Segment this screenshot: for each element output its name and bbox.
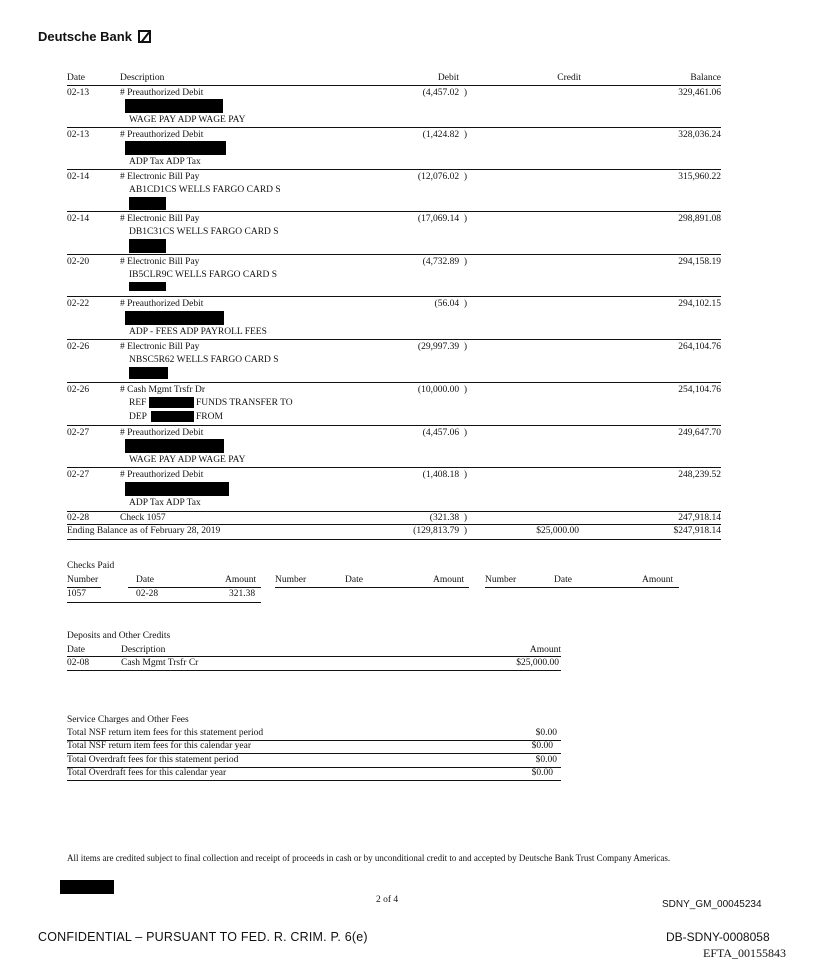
col-balance: Balance [690,73,721,83]
col-amount: Amount [433,575,465,585]
row-description: # Cash Mgmt Trsfr Dr [120,385,205,395]
table-row [67,86,721,128]
row-date: 02-26 [67,385,90,395]
table-row [67,297,721,340]
table-row [67,728,561,741]
check-number: 1057 [67,589,86,599]
row-description: # Preauthorized Debit [120,88,204,98]
checks-paid-header [67,575,679,587]
row-balance: 294,102.15 [678,299,721,309]
col-description: Description [120,73,165,83]
deposit-amount: $25,000.00 [516,658,559,668]
table-row [67,658,561,671]
row-date: 02-27 [67,428,90,438]
row-description: # Preauthorized Debit [120,130,204,140]
confidential-notice: CONFIDENTIAL – PURSUANT TO FED. R. CRIM. P. 6(e) [38,930,368,944]
table-row [67,768,561,781]
row-description: # Electronic Bill Pay [120,214,200,224]
col-description: Description [121,645,166,655]
check-amount: 321.38 [229,589,256,599]
table-row [67,128,721,170]
deposits-header [67,645,561,657]
row-description: Check 1057 [120,513,166,523]
col-date: Date [345,575,363,585]
row-detail: ADP Tax ADP Tax [129,498,201,508]
row-detail: WAGE PAY ADP WAGE PAY [129,115,246,125]
row-date: 02-14 [67,214,90,224]
checks-paid-title: Checks Paid [67,561,115,571]
row-balance: 298,891.08 [678,214,721,224]
row-debit: (4,457.06 ) [422,428,467,438]
row-debit: (12,076.02 ) [417,172,467,182]
fee-label: Total Overdraft fees for this statement period [67,755,239,765]
table-row [67,340,721,383]
redaction-box [129,367,168,379]
fee-amount: $0.00 [535,728,557,738]
credit-disclaimer: All items are credited subject to final collection and receipt of proceeds in cash or by unconditional credit to and accepted by Deutsche Bank Trust Company Americas. [67,853,671,863]
col-date: Date [136,575,154,585]
col-amount: Amount [225,575,257,585]
row-detail: DB1C31CS WELLS FARGO CARD S [129,227,279,237]
col-amount: Amount [642,575,674,585]
row-detail: FUNDS TRANSFER TO [196,398,293,408]
col-amount: Amount [529,645,561,655]
transactions-header [67,73,721,86]
col-date: Date [67,73,85,83]
ending-balance-row [67,525,721,540]
redaction-box [149,397,194,408]
fee-label: Total Overdraft fees for this calendar year [67,768,227,778]
col-number: Number [67,575,99,585]
row-detail: AB1CD1CS WELLS FARGO CARD S [129,185,281,195]
table-row [67,426,721,468]
row-debit: (321.38 ) [429,513,467,523]
row-detail: REF [129,398,147,408]
redaction-box [60,880,114,894]
fee-label: Total NSF return item fees for this statement period [67,728,264,738]
redaction-box [125,141,226,155]
deposit-description: Cash Mgmt Trsfr Cr [121,658,199,668]
row-description: # Electronic Bill Pay [120,172,200,182]
table-row [67,468,721,512]
row-debit: (10,000.00 ) [417,385,467,395]
row-balance: 249,647.70 [678,428,721,438]
row-detail: IB5CLR9C WELLS FARGO CARD S [129,270,277,280]
row-description: # Preauthorized Debit [120,428,204,438]
deposits-title: Deposits and Other Credits [67,631,171,641]
transactions-table [67,73,721,540]
col-number: Number [275,575,307,585]
row-balance: 248,239.52 [678,470,721,480]
row-detail: FROM [196,412,223,422]
row-debit: (1,424.82 ) [422,130,467,140]
row-description: # Electronic Bill Pay [120,342,200,352]
row-balance: 294,158.19 [678,257,721,267]
redaction-box [129,239,166,253]
service-charges-title: Service Charges and Other Fees [67,715,189,725]
table-row [67,255,721,297]
row-detail: NBSC5R62 WELLS FARGO CARD S [129,355,279,365]
ending-debit: (129,813.79 ) [413,526,467,536]
row-date: 02-13 [67,130,90,140]
deposit-date: 02-08 [67,658,90,668]
row-description: # Preauthorized Debit [120,299,204,309]
redaction-box [125,482,229,496]
row-debit: (4,457.02 ) [422,88,467,98]
redaction-box [151,411,194,422]
check-date: 02-28 [136,589,159,599]
row-description: # Preauthorized Debit [120,470,204,480]
row-date: 02-26 [67,342,90,352]
fee-amount: $0.00 [535,755,557,765]
row-date: 02-27 [67,470,90,480]
table-row [67,512,721,525]
row-date: 02-20 [67,257,90,267]
row-detail: ADP - FEES ADP PAYROLL FEES [129,327,267,337]
table-row [67,741,561,754]
table-row [67,170,721,212]
bates-number: DB-SDNY-0008058 [666,930,770,944]
col-credit: Credit [557,73,581,83]
fee-amount: $0.00 [531,741,553,751]
row-balance: 315,960.22 [678,172,721,182]
redaction-box [125,99,223,113]
row-balance: 328,036.24 [678,130,721,140]
row-detail: ADP Tax ADP Tax [129,157,201,167]
fee-label: Total NSF return item fees for this calendar year [67,741,251,751]
bank-name: Deutsche Bank [38,28,132,44]
row-debit: (29,997.39 ) [417,342,467,352]
fee-amount: $0.00 [531,768,553,778]
row-debit: (17,069.14 ) [417,214,467,224]
deutsche-bank-slash-icon [138,30,151,43]
table-row [67,589,261,603]
redaction-box [129,197,166,210]
row-balance: 254,104.76 [678,385,721,395]
row-date: 02-22 [67,299,90,309]
table-row [67,755,561,768]
row-date: 02-13 [67,88,90,98]
col-debit: Debit [437,73,459,83]
col-date: Date [554,575,572,585]
row-date: 02-14 [67,172,90,182]
row-date: 02-28 [67,513,90,523]
ending-credit: $25,000.00 [536,526,579,536]
col-date: Date [67,645,85,655]
ending-balance-label: Ending Balance as of February 28, 2019 [67,526,221,536]
row-debit: (56.04 ) [434,299,467,309]
redaction-box [125,439,224,453]
row-detail: DEP [129,412,147,422]
redaction-box [125,311,224,325]
col-number: Number [485,575,517,585]
row-debit: (1,408.18 ) [422,470,467,480]
row-description: # Electronic Bill Pay [120,257,200,267]
efta-number: EFTA_00155843 [703,946,787,960]
row-balance: 329,461.06 [678,88,721,98]
row-balance: 247,918.14 [678,513,721,523]
redaction-box [129,282,166,291]
row-balance: 264,104.76 [678,342,721,352]
page-number: 2 of 4 [376,895,399,905]
bank-logo [38,26,151,46]
document-id: SDNY_GM_00045234 [662,899,762,910]
row-debit: (4,732.89 ) [422,257,467,267]
ending-balance: $247,918.14 [673,526,721,536]
row-detail: WAGE PAY ADP WAGE PAY [129,455,246,465]
table-row [67,383,721,426]
table-row [67,212,721,255]
